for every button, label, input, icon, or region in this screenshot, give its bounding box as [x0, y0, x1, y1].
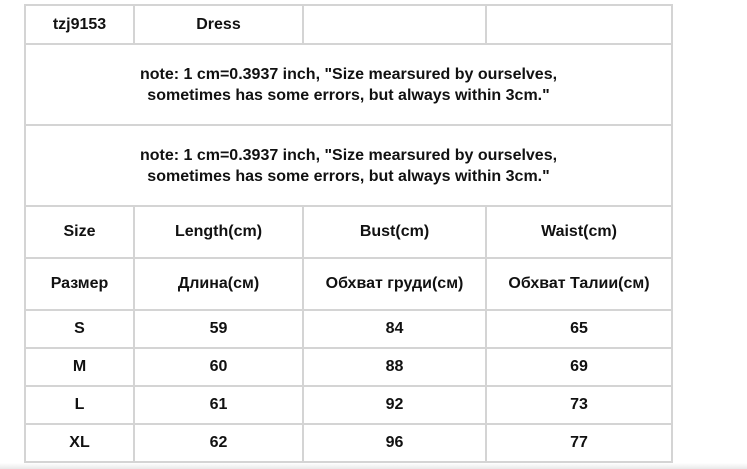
product-code-cell: tzj9153: [25, 5, 134, 44]
size-cell: XL: [25, 424, 134, 462]
column-header-row-english: [25, 206, 672, 258]
note-line: note: 1 cm=0.3937 inch, "Size mearsured by ourselves,: [139, 65, 558, 83]
size-cell: L: [25, 386, 134, 424]
measurement-note: [25, 44, 672, 125]
note-line: sometimes has some errors, but always within 3cm.": [147, 86, 550, 104]
waist-cell: 65: [486, 310, 672, 348]
table-row: [25, 310, 672, 348]
column-header-bust-ru: Обхват груди(см): [303, 258, 486, 310]
length-cell: 62: [134, 424, 303, 462]
size-cell: S: [25, 310, 134, 348]
note-row: [25, 125, 672, 206]
table-row: [25, 348, 672, 386]
bust-cell: 88: [303, 348, 486, 386]
column-header-waist: Waist(cm): [486, 206, 672, 258]
note-line: sometimes has some errors, but always within 3cm.": [147, 167, 550, 185]
table-row: [25, 424, 672, 462]
waist-cell: 73: [486, 386, 672, 424]
bust-cell: 96: [303, 424, 486, 462]
empty-header-cell: [303, 5, 486, 44]
column-header-row-russian: [25, 258, 672, 310]
length-cell: 61: [134, 386, 303, 424]
bust-cell: 92: [303, 386, 486, 424]
product-category-cell: Dress: [134, 5, 303, 44]
size-cell: M: [25, 348, 134, 386]
length-cell: 59: [134, 310, 303, 348]
header-row: [25, 5, 672, 44]
bottom-shadow-edge: [0, 463, 747, 469]
column-header-bust: Bust(cm): [303, 206, 486, 258]
note-line: note: 1 cm=0.3937 inch, "Size mearsured by ourselves,: [139, 146, 558, 164]
empty-header-cell: [486, 5, 672, 44]
length-cell: 60: [134, 348, 303, 386]
column-header-size: Size: [25, 206, 134, 258]
column-header-waist-ru: Обхват Талии(см): [486, 258, 672, 310]
note-row: [25, 44, 672, 125]
bust-cell: 84: [303, 310, 486, 348]
column-header-length: Length(cm): [134, 206, 303, 258]
measurement-note: [25, 125, 672, 206]
waist-cell: 77: [486, 424, 672, 462]
size-chart-table: [24, 4, 673, 463]
table-row: [25, 386, 672, 424]
column-header-size-ru: Размер: [25, 258, 134, 310]
waist-cell: 69: [486, 348, 672, 386]
column-header-length-ru: Длина(см): [134, 258, 303, 310]
